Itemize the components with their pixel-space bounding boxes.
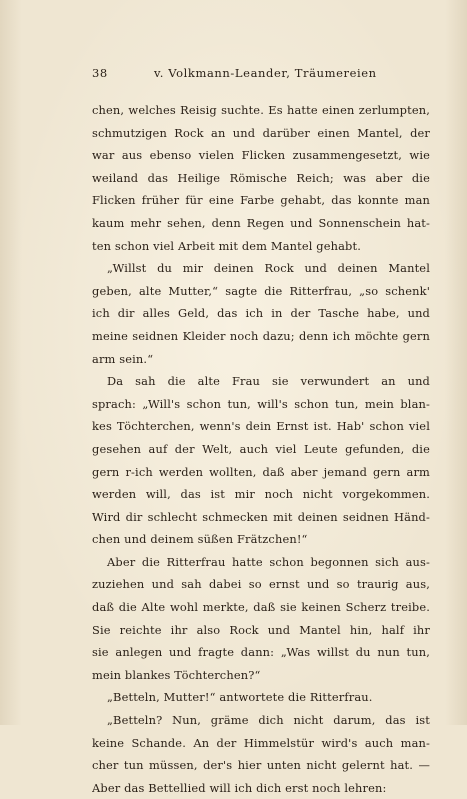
text-line: keine Schande. An der Himmelstür wird's auch man- [92, 735, 430, 750]
body-text [92, 99, 430, 799]
text-line: sprach: „Will's schon tun, will's schon tun, mein blan- [92, 396, 430, 411]
text-line: Aber die Ritterfrau hatte schon begonnen sich aus- [107, 554, 430, 569]
text-line: zuziehen und sah dabei so ernst und so traurig aus, [92, 577, 430, 592]
page-number: 38 [92, 66, 108, 80]
text-line: mein blankes Töchterchen?“ [92, 667, 261, 682]
text-line: chen und deinem süßen Frätzchen!“ [92, 532, 308, 547]
paragraph [92, 99, 430, 257]
text-line: Aber das Bettellied will ich dich erst noch lehren: [92, 780, 387, 795]
text-line: Da sah die alte Frau sie verwundert an und [107, 374, 430, 389]
text-line: meine seidnen Kleider noch dazu; denn ich möchte gern [92, 328, 430, 343]
text-line: daß die Alte wohl merkte, daß sie keinen Scherz treibe. [92, 600, 430, 615]
text-line: kaum mehr sehen, denn Regen und Sonnenschein hat- [92, 215, 430, 230]
text-line: gern r-ich werden wollten, daß aber jemand gern arm [92, 464, 430, 479]
text-line: ich dir alles Geld, das ich in der Tasche habe, und [92, 306, 430, 321]
running-head: v. Volkmann-Leander, Träumereien [154, 66, 377, 80]
text-line: schmutzigen Rock an und darüber einen Mantel, der [92, 125, 430, 140]
paragraph [92, 370, 430, 551]
text-line: war aus ebenso vielen Flicken zusammengesetzt, wie [92, 148, 430, 163]
text-line: kes Töchterchen, wenn's dein Ernst ist. Hab' schon viel [92, 419, 430, 434]
paragraph [92, 686, 430, 709]
text-line: „Betteln? Nun, gräme dich nicht darum, das ist [107, 713, 430, 728]
page-header [92, 66, 425, 84]
text-line: weiland das Heilige Römische Reich; was aber die [92, 170, 430, 185]
text-line: chen, welches Reisig suchte. Es hatte einen zerlumpten, [92, 103, 430, 117]
text-line: arm sein.“ [92, 351, 154, 366]
text-line: ten schon viel Arbeit mit dem Mantel gehabt. [92, 238, 361, 253]
paragraph [92, 551, 430, 687]
text-line: Sie reichte ihr also Rock und Mantel hin, half ihr [92, 622, 430, 637]
text-line: sie anlegen und fragte dann: „Was willst du nun tun, [92, 645, 430, 660]
paragraph [92, 257, 430, 370]
text-line: cher tun müssen, der's hier unten nicht gelernt hat. — [92, 758, 430, 773]
text-line: Flicken früher für eine Farbe gehabt, das konnte man [92, 193, 430, 208]
text-line: „Betteln, Mutter!“ antwortete die Ritterfrau. [107, 690, 373, 705]
text-line: „Willst du mir deinen Rock und deinen Mantel [107, 261, 430, 276]
text-line: gesehen auf der Welt, auch viel Leute gefunden, die [92, 441, 430, 456]
text-line: werden will, das ist mir noch nicht vorgekommen. [92, 487, 430, 502]
text-line: Wird dir schlecht schmecken mit deinen seidnen Händ- [92, 509, 430, 524]
paragraph [92, 709, 430, 799]
text-line: geben, alte Mutter,“ sagte die Ritterfrau, „so schenk' [92, 283, 430, 298]
